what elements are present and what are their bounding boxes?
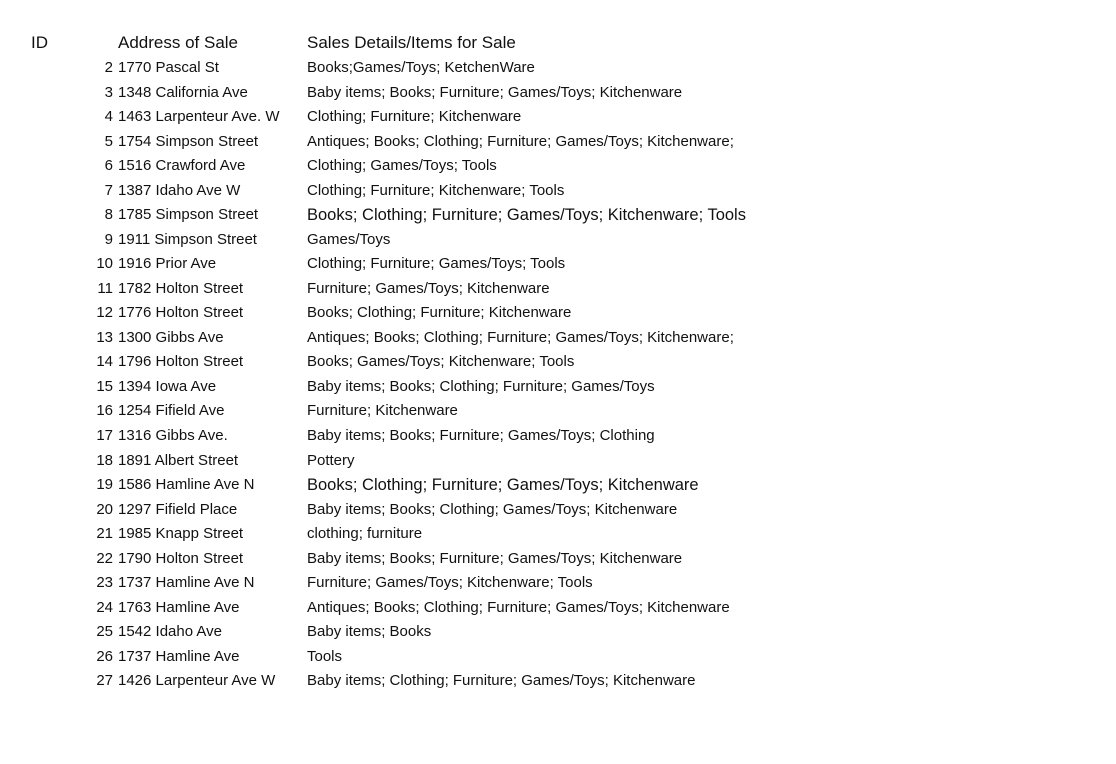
table-row bbox=[0, 81, 1116, 106]
cell-address[interactable]: 1763 Hamline Ave bbox=[118, 598, 240, 616]
cell-details[interactable]: Baby items; Books; Clothing; Furniture; Games/Toys bbox=[307, 377, 655, 395]
table-row bbox=[0, 154, 1116, 179]
table-row bbox=[0, 424, 1116, 449]
cell-details[interactable]: Antiques; Books; Clothing; Furniture; Games/Toys; Kitchenware; bbox=[307, 328, 734, 346]
cell-details[interactable]: Baby items; Books; Furniture; Games/Toys; Kitchenware bbox=[307, 549, 683, 567]
cell-id[interactable]: 21 bbox=[96, 525, 113, 543]
cell-address[interactable]: 1426 Larpenteur Ave W bbox=[118, 672, 276, 690]
cell-address[interactable]: 1254 Fifield Ave bbox=[118, 402, 225, 420]
table-row bbox=[0, 473, 1116, 498]
cell-details[interactable]: Furniture; Games/Toys; Kitchenware; Tools bbox=[307, 574, 593, 592]
cell-id[interactable]: 9 bbox=[104, 230, 113, 248]
cell-address[interactable]: 1782 Holton Street bbox=[118, 279, 244, 297]
cell-address[interactable]: 1300 Gibbs Ave bbox=[118, 328, 224, 346]
cell-address[interactable]: 1776 Holton Street bbox=[118, 304, 244, 322]
table-row bbox=[0, 301, 1116, 326]
cell-details[interactable]: Pottery bbox=[307, 451, 355, 469]
cell-details[interactable]: Antiques; Books; Clothing; Furniture; Games/Toys; Kitchenware; bbox=[307, 132, 734, 150]
cell-details[interactable]: Books; Clothing; Furniture; Games/Toys; Kitchenware; Tools bbox=[307, 206, 746, 225]
cell-id[interactable]: 24 bbox=[96, 598, 113, 616]
table-row bbox=[0, 350, 1116, 375]
cell-address[interactable]: 1463 Larpenteur Ave. W bbox=[118, 108, 280, 126]
cell-details[interactable]: Clothing; Furniture; Kitchenware; Tools bbox=[307, 181, 565, 199]
cell-details[interactable]: Books;Games/Toys; KetchenWare bbox=[307, 59, 535, 76]
cell-details[interactable]: Games/Toys bbox=[307, 230, 391, 248]
table-row bbox=[0, 571, 1116, 596]
table-row bbox=[0, 179, 1116, 204]
cell-details[interactable]: Furniture; Kitchenware bbox=[307, 402, 458, 420]
cell-address[interactable]: 1891 Albert Street bbox=[118, 451, 239, 469]
cell-details[interactable]: Baby items; Books bbox=[307, 623, 432, 641]
cell-id[interactable]: 26 bbox=[96, 647, 113, 665]
cell-id[interactable]: 12 bbox=[96, 304, 113, 322]
cell-address[interactable]: 1387 Idaho Ave W bbox=[118, 181, 241, 199]
column-header-details[interactable]: Sales Details/Items for Sale bbox=[307, 33, 516, 52]
cell-id[interactable]: 8 bbox=[104, 206, 113, 224]
cell-id[interactable]: 7 bbox=[104, 181, 113, 199]
cell-details[interactable]: Baby items; Books; Furniture; Games/Toys; Kitchenware bbox=[307, 83, 683, 101]
cell-address[interactable]: 1737 Hamline Ave N bbox=[118, 574, 255, 592]
table-row bbox=[0, 645, 1116, 670]
table-row bbox=[0, 498, 1116, 523]
cell-address[interactable]: 1985 Knapp Street bbox=[118, 525, 244, 543]
cell-id[interactable]: 13 bbox=[96, 328, 113, 346]
table-row bbox=[0, 449, 1116, 474]
table-row bbox=[0, 105, 1116, 130]
cell-id[interactable]: 2 bbox=[104, 59, 113, 76]
table-row bbox=[0, 326, 1116, 351]
cell-id[interactable]: 16 bbox=[96, 402, 113, 420]
cell-details[interactable]: Books; Games/Toys; Kitchenware; Tools bbox=[307, 353, 575, 371]
cell-address[interactable]: 1785 Simpson Street bbox=[118, 206, 259, 224]
cell-address[interactable]: 1770 Pascal St bbox=[118, 59, 219, 76]
cell-details[interactable]: Books; Clothing; Furniture; Kitchenware bbox=[307, 304, 572, 322]
cell-id[interactable]: 20 bbox=[96, 500, 113, 518]
cell-address[interactable]: 1316 Gibbs Ave. bbox=[118, 426, 228, 444]
cell-details[interactable]: Baby items; Books; Furniture; Games/Toys; Clothing bbox=[307, 426, 655, 444]
table-row bbox=[0, 620, 1116, 645]
cell-address[interactable]: 1916 Prior Ave bbox=[118, 255, 217, 273]
cell-details[interactable]: Antiques; Books; Clothing; Furniture; Games/Toys; Kitchenware bbox=[307, 598, 730, 616]
cell-id[interactable]: 14 bbox=[96, 353, 113, 371]
cell-address[interactable]: 1394 Iowa Ave bbox=[118, 377, 217, 395]
cell-address[interactable]: 1348 California Ave bbox=[118, 83, 248, 101]
cell-address[interactable]: 1586 Hamline Ave N bbox=[118, 476, 255, 494]
cell-details[interactable]: clothing; furniture bbox=[307, 525, 423, 543]
cell-id[interactable]: 22 bbox=[96, 549, 113, 567]
sales-table bbox=[0, 56, 1116, 694]
cell-id[interactable]: 23 bbox=[96, 574, 113, 592]
column-header-address[interactable]: Address of Sale bbox=[118, 33, 239, 52]
cell-id[interactable]: 3 bbox=[104, 83, 113, 101]
cell-details[interactable]: Baby items; Books; Clothing; Games/Toys; Kitchenware bbox=[307, 500, 678, 518]
table-row bbox=[0, 399, 1116, 424]
table-row bbox=[0, 130, 1116, 155]
cell-address[interactable]: 1911 Simpson Street bbox=[118, 230, 257, 248]
cell-address[interactable]: 1516 Crawford Ave bbox=[118, 157, 246, 175]
cell-details[interactable]: Clothing; Games/Toys; Tools bbox=[307, 157, 497, 175]
cell-id[interactable]: 5 bbox=[104, 132, 113, 150]
cell-address[interactable]: 1754 Simpson Street bbox=[118, 132, 259, 150]
cell-details[interactable]: Tools bbox=[307, 647, 343, 665]
cell-address[interactable]: 1790 Holton Street bbox=[118, 549, 244, 567]
cell-details[interactable]: Baby items; Clothing; Furniture; Games/Toys; Kitchenware bbox=[307, 672, 696, 690]
cell-address[interactable]: 1737 Hamline Ave bbox=[118, 647, 240, 665]
cell-id[interactable]: 15 bbox=[96, 377, 113, 395]
cell-details[interactable]: Clothing; Furniture; Kitchenware bbox=[307, 108, 522, 126]
cell-id[interactable]: 25 bbox=[96, 623, 113, 641]
cell-details[interactable]: Clothing; Furniture; Games/Toys; Tools bbox=[307, 255, 566, 273]
cell-id[interactable]: 11 bbox=[97, 279, 113, 297]
cell-id[interactable]: 4 bbox=[104, 108, 113, 126]
cell-address[interactable]: 1796 Holton Street bbox=[118, 353, 244, 371]
cell-address[interactable]: 1542 Idaho Ave bbox=[118, 623, 222, 641]
table-row bbox=[0, 596, 1116, 621]
cell-details[interactable]: Furniture; Games/Toys; Kitchenware bbox=[307, 279, 550, 297]
table-row bbox=[0, 203, 1116, 228]
table-row bbox=[0, 56, 1116, 81]
cell-id[interactable]: 17 bbox=[96, 426, 113, 444]
cell-id[interactable]: 10 bbox=[96, 255, 113, 273]
table-row bbox=[0, 547, 1116, 572]
column-header-id[interactable]: ID bbox=[31, 33, 48, 52]
cell-id[interactable]: 27 bbox=[96, 672, 113, 690]
table-row bbox=[0, 522, 1116, 547]
cell-details[interactable]: Books; Clothing; Furniture; Games/Toys; Kitchenware bbox=[307, 476, 699, 495]
table-row bbox=[0, 228, 1116, 253]
cell-id[interactable]: 18 bbox=[96, 451, 113, 469]
cell-id[interactable]: 19 bbox=[96, 476, 113, 494]
cell-id[interactable]: 6 bbox=[104, 157, 113, 175]
cell-address[interactable]: 1297 Fifield Place bbox=[118, 500, 238, 518]
table-row bbox=[0, 375, 1116, 400]
table-row bbox=[0, 669, 1116, 694]
table-row bbox=[0, 252, 1116, 277]
table-row bbox=[0, 277, 1116, 302]
